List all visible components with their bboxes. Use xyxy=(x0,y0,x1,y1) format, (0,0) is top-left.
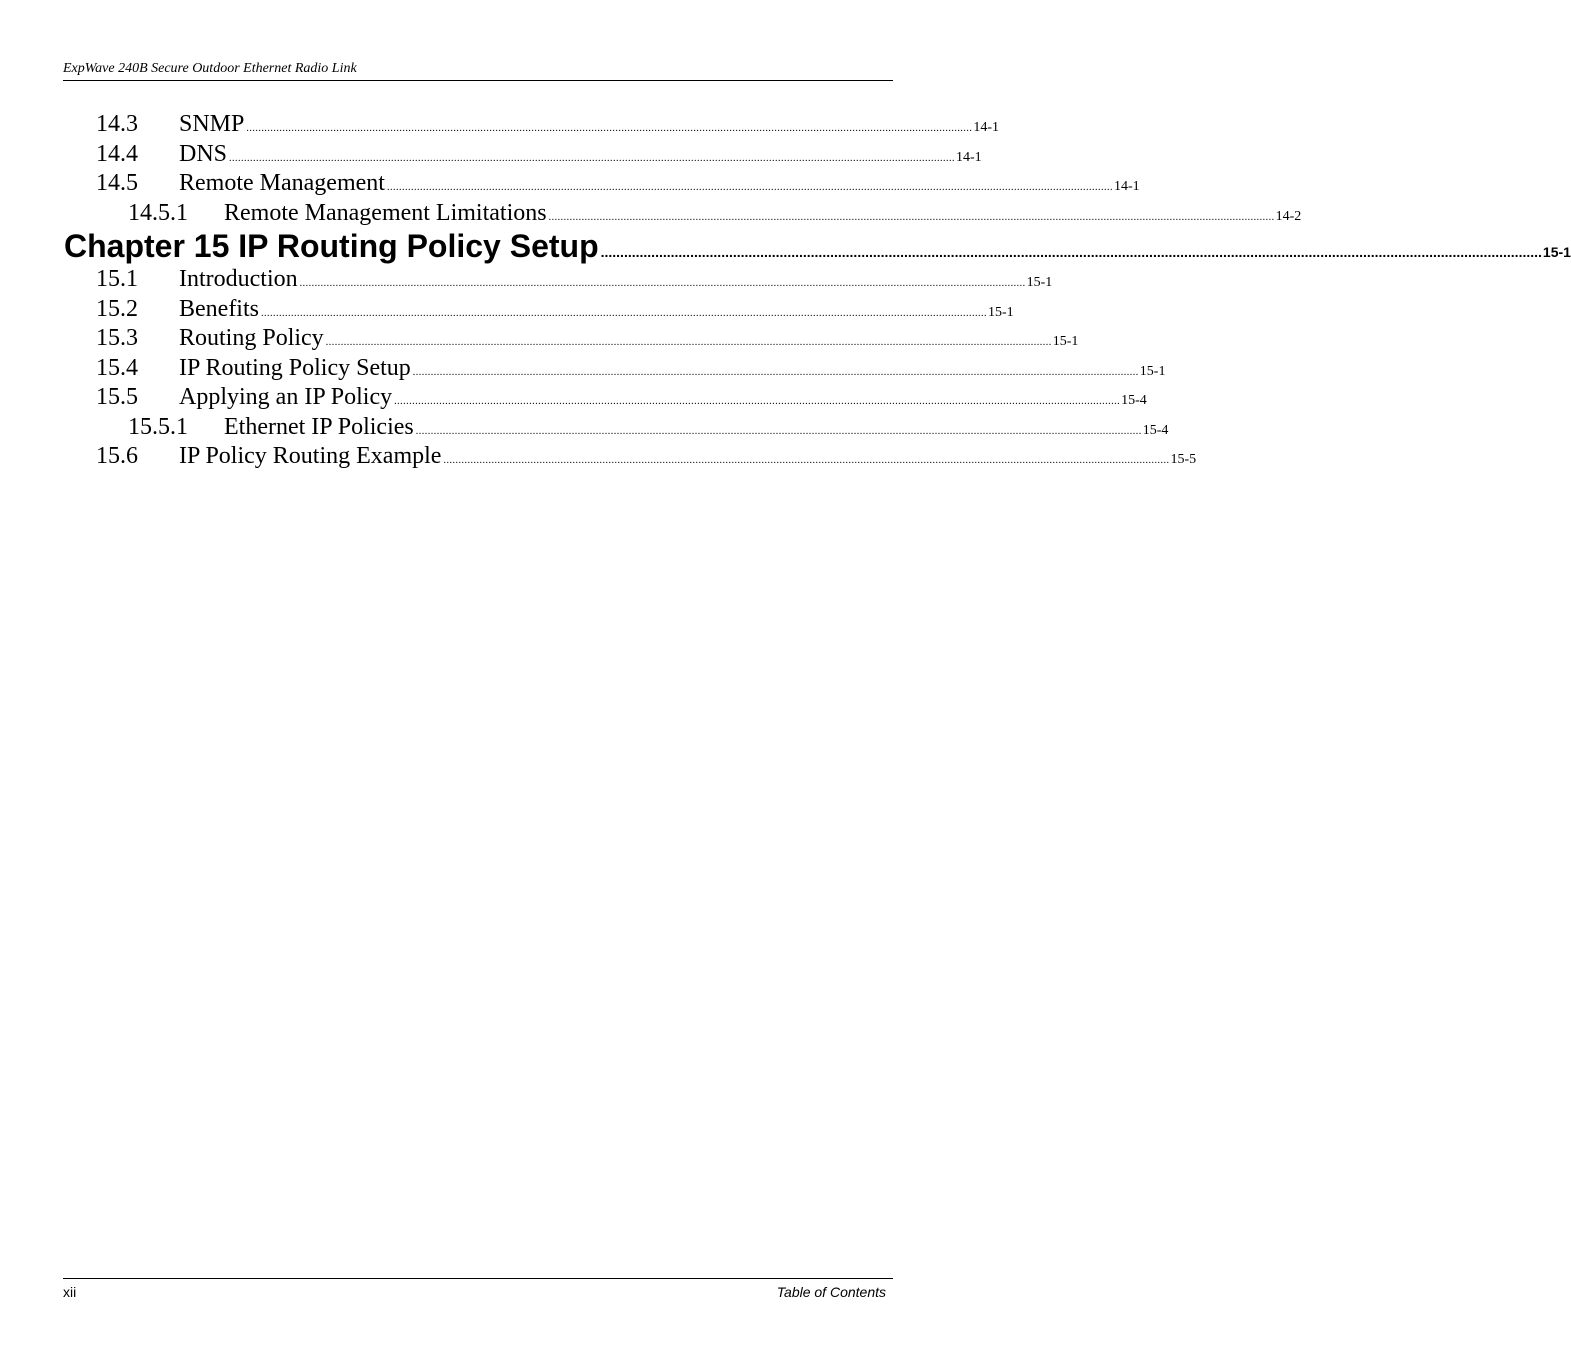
toc-entry-title: SNMP xyxy=(179,111,245,137)
toc-dot-leader: .................................................................................................................................................................................................................................................. xyxy=(246,123,973,134)
toc-entry-number: 14.5 xyxy=(96,170,138,196)
toc-entry[interactable] xyxy=(96,264,1053,294)
toc-entry[interactable] xyxy=(96,168,1140,198)
toc-entry-title: Routing Policy xyxy=(179,325,324,351)
toc-dot-leader: .................................................................................................................................................................................................................................................. xyxy=(325,337,1052,348)
toc-entry-number: 15.3 xyxy=(96,325,138,351)
toc-entry[interactable] xyxy=(96,139,982,169)
toc-entry-title: Ethernet IP Policies xyxy=(224,414,414,440)
toc-entry-title: Benefits xyxy=(179,296,259,322)
toc-entry-page: 15-1 xyxy=(1139,364,1166,379)
toc-entry[interactable] xyxy=(128,412,1169,442)
toc-entry-page: 14-1 xyxy=(1113,179,1140,194)
toc-entry-page: 15-1 xyxy=(987,305,1014,320)
toc-entry-number: 15.5 xyxy=(96,384,138,410)
toc-dot-leader: .................................................................................................................................................................................................................................................. xyxy=(548,212,1275,223)
toc-dot-leader: .................................................................................................................................................................................................................................................. xyxy=(394,396,1121,407)
toc-entry-page: 15-1 xyxy=(1542,244,1571,260)
toc-entry[interactable] xyxy=(96,382,1147,412)
toc-chapter-entry[interactable] xyxy=(64,227,1571,265)
toc-dot-leader: .................................................................................................................................................................................................................................................. xyxy=(412,367,1139,378)
toc-entry-number: 15.4 xyxy=(96,355,138,381)
toc-entry-title: Applying an IP Policy xyxy=(179,384,393,410)
toc-entry-page: 15-1 xyxy=(1026,275,1053,290)
toc-dot-leader: .................................................................................................................................................................................................................................................. xyxy=(229,153,956,164)
toc-entry-page: 15-5 xyxy=(1170,452,1197,467)
page-footer xyxy=(63,1278,893,1303)
toc-entry-page: 14-1 xyxy=(973,120,1000,135)
toc-entry-title: IP Policy Routing Example xyxy=(179,443,442,469)
toc-entry-title: Remote Management xyxy=(179,170,385,196)
toc-entry-page: 14-1 xyxy=(956,150,982,165)
toc-entry-page: 14-2 xyxy=(1275,209,1302,224)
toc-entry-title: Introduction xyxy=(179,266,298,292)
toc-entry[interactable] xyxy=(96,441,1197,471)
toc-dot-leader: .................................................................................................................................................................................................................................................. xyxy=(415,426,1142,437)
toc-dot-leader: .................................................................................................................................................................................................................................................. xyxy=(260,308,987,319)
toc-entry-page: 15-4 xyxy=(1121,393,1147,408)
toc-entry-number: 15.6 xyxy=(96,443,138,469)
toc-entry-number: 15.1 xyxy=(96,266,138,292)
toc-dot-leader: .................................................................................................................................................................................................................................................. xyxy=(386,182,1113,193)
toc-dot-leader: .................................................................................................................................................................................................................................................. xyxy=(443,455,1170,466)
toc-entry-number: 15.5.1 xyxy=(128,414,188,440)
toc-dot-leader: .................................................................................................................................................................................................................................................. xyxy=(600,244,1542,260)
toc-entry[interactable] xyxy=(96,353,1166,383)
toc-entry-number: 14.5.1 xyxy=(128,200,188,226)
toc-entry-number: 14.4 xyxy=(96,141,138,167)
toc-entry[interactable] xyxy=(96,323,1079,353)
toc-entry[interactable] xyxy=(96,294,1014,324)
page-number: xii xyxy=(63,1284,77,1300)
toc-entry-page: 15-4 xyxy=(1142,423,1169,438)
toc-entry-page: 15-1 xyxy=(1052,334,1079,349)
toc-entry-number: 14.3 xyxy=(96,111,138,137)
footer-section-title: Table of Contents xyxy=(776,1284,886,1300)
toc-entry-title: Remote Management Limitations xyxy=(224,200,547,226)
table-of-contents xyxy=(0,0,1571,500)
toc-entry[interactable] xyxy=(96,109,1000,139)
toc-dot-leader: .................................................................................................................................................................................................................................................. xyxy=(299,278,1026,289)
toc-entry-title: DNS xyxy=(179,141,228,167)
toc-entry-title: IP Routing Policy Setup xyxy=(179,355,411,381)
toc-entry-number: 15.2 xyxy=(96,296,138,322)
toc-chapter-title: Chapter 15 IP Routing Policy Setup xyxy=(64,228,599,264)
toc-entry[interactable] xyxy=(128,198,1302,228)
document-title: ExpWave 240B Secure Outdoor Ethernet Radio Link xyxy=(63,61,357,76)
